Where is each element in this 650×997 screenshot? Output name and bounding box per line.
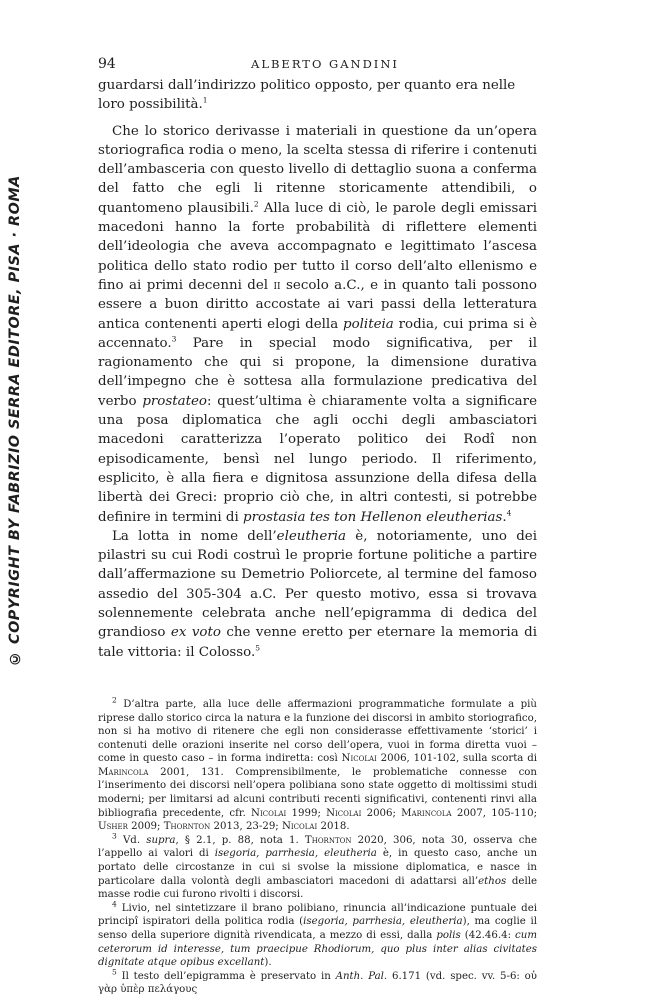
footnotes [98,695,537,997]
footnote-2: $^2$ D’altra parte, alla luce delle affermazioni programmatiche formulate a più riprese dallo storico circa la natura e la funzione dei discorsi in ambito storiografico, non si ha motivo di ritenere che egli non considerasse effettivamente ‘storici’ i contenuti delle orazioni inserite nel corso dell’opera, vuoi in forma diretta vuoi – come in questo caso – in forma indiretta: così Nicolai 2006, 101-102, sulla scorta di Marincola 2001, 131. Comprensibilmente, le problematiche connesse con l’inserimento dei discorsi nell’opera polibiana sono state oggetto di moltissimi studi moderni; per limitarsi ad alcuni contributi recenti significativi, contenenti rinvi alla bibliografia precedente, cfr. Nicolai 1999; Nicolai 2006; Marincola 2007, 105-110; Usher 2009; Thornton 2013, 23-29; Nicolai 2018. [98,695,537,833]
paragraph-2: La lotta in nome dell’eleutheria è, notoriamente, uno dei pilastri su cui Rodi costruì le proprie fortune politiche a partire dall’affermazione su Demetrio Poliorcete, al termine del famoso assedio del 305-304 a.C. Per questo motivo, essa si trovava solennemente celebrata anche nell’epigramma di dedica del grandioso ex voto che venne eretto per eternare la memoria di tale vittoria: il Colosso.$^5$ [98,528,538,660]
footnote-3: $^3$ Vd. supra, § 2.1, p. 88, nota 1. Thornton 2020, 306, nota 30, osserva che l’appello ai valori di isegoria, parrhesia, eleutheria è, in questo caso, anche un portato delle circostanze in cui si svolse la missione diplomatica, e nasce in particolare dalla volontà degli ambasciatori macedoni di adattarsi all’ethos delle masse rodie cui furono rivolti i discorsi. [98,831,537,901]
footnote-4: $^4$ Livio, nel sintetizzare il brano polibiano, rinuncia all’indicazione puntuale dei principî ispiratori della politica rodia (isegoria, parrhesia, eleutheria), ma coglie il senso della superiore dignità rivendicata, a mezzo di essi, dalla polis (42.46.4: cum ceterorum id interesse, tum praecipue Rhodiorum, quo plus inter alias civitates dignitate atque opibus excellant). [98,899,537,969]
note-ref: 1 [202,95,208,105]
continuation-line: guardarsi dall’indirizzo politico opposto, per quanto era nelle loro possibilità.$^1$ [98,78,516,113]
page-content [98,76,537,997]
note-ref: 2 [253,199,259,209]
running-head: ALBERTO GANDINI [251,57,399,71]
page-number: 94 [98,56,116,72]
note-ref: 3 [171,334,177,344]
footnote-5: $^5$ Il testo dell’epigramma è preservato in Anth. Pal. 6.171 (vd. spec. vv. 5-6: οὐ γὰρ ὑπὲρ πελάγους [98,967,537,996]
note-ref: 5 [255,643,261,653]
note-ref: 4 [506,508,512,518]
paragraph-1: Che lo storico derivasse i materiali in questione da un’opera storiografica rodia o meno, la scelta stessa di riferire i contenuti dell’ambasceria con questo livello di dettaglio suona a conferma del fatto che egli li ritenne storicamente attendibili, o quantomeno plausibili.$^2$ Alla luce di ciò, le parole degli emissari macedoni hanno la forte probabilità di riflettere elementi dell’ideologia che aveva accompagnato e legittimato l’ascesa politica dello stato rodio per tutto il corso dell’alto ellenismo e fino ai primi decenni del ii secolo a.C., e in quanto tali possono essere a buon diritto accostate ai vari passi della letteratura antica contenenti aperti elogi della politeia rodia, cui prima si è accennato.$^3$ Pare in special modo significativa, per il ragionamento che qui si propone, la dimensione durativa dell’impegno che è sottesa alla formulazione predicativa del verbo prostateo: quest’ultima è chiaramente volta a significare una posa diplomatica che agli occhi degli ambasciatori macedoni caratterizza l’operato politico dei Rodî non episodicamente, bensì nel lungo periodo. Il riferimento, esplicito, è alla fiera e dignitosa assunzione della difesa della libertà dei Greci: proprio ciò che, in altri contesti, si potrebbe definire in termini di prostasia tes ton Hellenon eleutherias.$^4$ [98,123,537,525]
copyright-watermark: © COPYRIGHT BY FABRIZIO SERRA EDITORE, PISA · ROMA [7,175,23,666]
